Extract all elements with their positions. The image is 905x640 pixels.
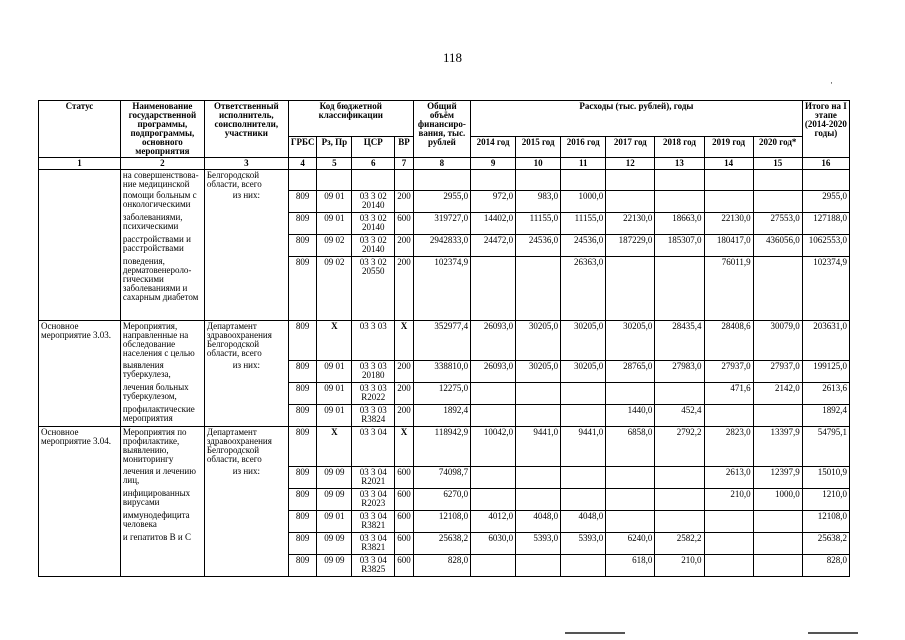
year-cell xyxy=(655,256,704,320)
rzpr-cell: X xyxy=(317,320,352,360)
col-number: 5 xyxy=(317,158,352,170)
col-number: 15 xyxy=(753,158,802,170)
table-row xyxy=(39,170,850,191)
year-cell: 2613,0 xyxy=(704,466,753,488)
total-cell: 352977,4 xyxy=(413,320,470,360)
vr-cell: 200 xyxy=(395,404,413,426)
responsible-cell: Департамент здравоохранения Белгородской области, всего xyxy=(204,320,288,360)
year-cell: 27937,0 xyxy=(704,360,753,382)
stage-total-cell: 1062553,0 xyxy=(802,234,849,256)
year-cell xyxy=(753,532,802,554)
year-cell xyxy=(516,382,561,404)
csr-cell: 03 3 03 20180 xyxy=(352,360,395,382)
rzpr-cell: 09 01 xyxy=(317,382,352,404)
col-vr-header: ВР xyxy=(395,137,413,158)
page-number: 118 xyxy=(442,50,463,65)
scan-artifact xyxy=(808,632,858,634)
year-cell xyxy=(606,466,655,488)
rzpr-cell: 09 02 xyxy=(317,234,352,256)
table-row xyxy=(39,256,850,320)
total-cell: 12275,0 xyxy=(413,382,470,404)
scan-artifact xyxy=(565,632,625,634)
grbs-cell: 809 xyxy=(288,510,317,532)
grbs-cell: 809 xyxy=(288,320,317,360)
year-cell xyxy=(471,554,516,576)
rzpr-cell: 09 09 xyxy=(317,554,352,576)
col-number: 4 xyxy=(288,158,317,170)
rzpr-cell: 09 01 xyxy=(317,404,352,426)
year-cell: 26093,0 xyxy=(471,360,516,382)
year-cell: 180417,0 xyxy=(704,234,753,256)
year-cell xyxy=(655,510,704,532)
table-row xyxy=(39,212,850,234)
year-cell: 6030,0 xyxy=(471,532,516,554)
col-number: 11 xyxy=(561,158,606,170)
responsible-cell: из них: xyxy=(204,360,288,382)
year-cell xyxy=(561,488,606,510)
year-cell: 452,4 xyxy=(655,404,704,426)
year-cell: 28435,4 xyxy=(655,320,704,360)
year-cell xyxy=(704,190,753,212)
year-cell: 1440,0 xyxy=(606,404,655,426)
stage-total-cell: 54795,1 xyxy=(802,426,849,466)
total-cell: 74098,7 xyxy=(413,466,470,488)
responsible-cell: Департамент здравоохранения Белгородской области, всего xyxy=(204,426,288,466)
year-cell: 30205,0 xyxy=(561,320,606,360)
year-cell xyxy=(471,256,516,320)
year-cell xyxy=(471,466,516,488)
year-cell xyxy=(655,190,704,212)
total-cell: 118942,9 xyxy=(413,426,470,466)
grbs-cell: 809 xyxy=(288,426,317,466)
name-cell: выявления туберкулеза, xyxy=(120,360,204,382)
col-number: 6 xyxy=(352,158,395,170)
year-cell: 24536,0 xyxy=(516,234,561,256)
grbs-cell: 809 xyxy=(288,256,317,320)
year-cell: 22130,0 xyxy=(704,212,753,234)
name-cell: заболеваниями, психическими xyxy=(120,212,204,234)
col-status-header: Статус xyxy=(39,101,121,158)
name-cell: Мероприятия по профилактике, выявлению, мониторингу xyxy=(120,426,204,466)
year-cell: 18663,0 xyxy=(655,212,704,234)
year-cell: 11155,0 xyxy=(516,212,561,234)
total-cell: 1892,4 xyxy=(413,404,470,426)
year-cell xyxy=(655,466,704,488)
table-row xyxy=(39,404,850,426)
csr-cell: 03 3 04 R2021 xyxy=(352,466,395,488)
year-cell xyxy=(753,554,802,576)
name-cell: лечения больных туберкулезом, xyxy=(120,382,204,404)
csr-cell: 03 3 03 R3824 xyxy=(352,404,395,426)
col-rzpr-header: Рз, Пр xyxy=(317,137,352,158)
vr-cell: 600 xyxy=(395,212,413,234)
csr-cell: 03 3 02 20140 xyxy=(352,190,395,212)
year-cell: 24472,0 xyxy=(471,234,516,256)
year-cell: 471,6 xyxy=(704,382,753,404)
rzpr-cell: 09 09 xyxy=(317,488,352,510)
grbs-cell: 809 xyxy=(288,212,317,234)
grbs-cell: 809 xyxy=(288,190,317,212)
total-cell: 2942833,0 xyxy=(413,234,470,256)
responsible-cell: Белгородской области, всего xyxy=(204,170,288,191)
year-cell: 76011,9 xyxy=(704,256,753,320)
table-row xyxy=(39,510,850,532)
col-2017-header: 2017 год xyxy=(606,137,655,158)
year-cell: 9441,0 xyxy=(516,426,561,466)
year-cell xyxy=(471,404,516,426)
year-cell xyxy=(516,466,561,488)
col-number: 7 xyxy=(395,158,413,170)
col-number: 9 xyxy=(471,158,516,170)
year-cell xyxy=(704,532,753,554)
year-cell: 4012,0 xyxy=(471,510,516,532)
name-cell: на совершенствова-ние медицинской xyxy=(120,170,204,191)
csr-cell: 03 3 04 R3821 xyxy=(352,532,395,554)
total-cell: 828,0 xyxy=(413,554,470,576)
name-cell: лечения и лечению лиц, xyxy=(120,466,204,488)
col-number: 14 xyxy=(704,158,753,170)
stage-total-cell: 15010,9 xyxy=(802,466,849,488)
total-cell: 338810,0 xyxy=(413,360,470,382)
name-cell: иммунодефицита человека xyxy=(120,510,204,532)
year-cell: 4048,0 xyxy=(516,510,561,532)
col-2018-header: 2018 год xyxy=(655,137,704,158)
year-cell xyxy=(655,382,704,404)
name-cell: поведения, дерматовенероло-гическими заболеваниями и сахарным диабетом xyxy=(120,256,204,320)
csr-cell: 03 3 04 R3821 xyxy=(352,510,395,532)
year-cell: 27937,0 xyxy=(753,360,802,382)
name-cell: расстройствами и расстройствами xyxy=(120,234,204,256)
total-cell: 25638,2 xyxy=(413,532,470,554)
grbs-cell: 809 xyxy=(288,234,317,256)
year-cell: 5393,0 xyxy=(516,532,561,554)
table-row xyxy=(39,466,850,488)
total-cell: 2955,0 xyxy=(413,190,470,212)
vr-cell: 600 xyxy=(395,488,413,510)
year-cell: 12397,9 xyxy=(753,466,802,488)
year-cell xyxy=(561,466,606,488)
scan-dot: · xyxy=(830,78,833,88)
year-cell: 9441,0 xyxy=(561,426,606,466)
year-cell: 972,0 xyxy=(471,190,516,212)
grbs-cell: 809 xyxy=(288,488,317,510)
vr-cell: 600 xyxy=(395,510,413,532)
grbs-cell: 809 xyxy=(288,382,317,404)
year-cell: 30205,0 xyxy=(561,360,606,382)
status-cell: Основное мероприятие 3.03. xyxy=(39,320,121,426)
vr-cell: X xyxy=(395,320,413,360)
year-cell: 27553,0 xyxy=(753,212,802,234)
rzpr-cell: 09 09 xyxy=(317,532,352,554)
stage-total-cell: 12108,0 xyxy=(802,510,849,532)
year-cell xyxy=(655,488,704,510)
year-cell xyxy=(561,382,606,404)
vr-cell: 600 xyxy=(395,554,413,576)
col-number: 16 xyxy=(802,158,849,170)
table-row xyxy=(39,320,850,360)
table-row xyxy=(39,190,850,212)
col-grbs-header: ГРБС xyxy=(288,137,317,158)
year-cell: 30205,0 xyxy=(516,320,561,360)
csr-cell: 03 3 02 20140 xyxy=(352,212,395,234)
csr-cell: 03 3 03 R2022 xyxy=(352,382,395,404)
year-cell xyxy=(753,404,802,426)
year-cell: 618,0 xyxy=(606,554,655,576)
grbs-cell: 809 xyxy=(288,404,317,426)
col-number: 1 xyxy=(39,158,121,170)
col-number: 8 xyxy=(413,158,470,170)
year-cell: 26363,0 xyxy=(561,256,606,320)
vr-cell: 600 xyxy=(395,466,413,488)
year-cell xyxy=(753,510,802,532)
year-cell: 22130,0 xyxy=(606,212,655,234)
status-cell: Основное мероприятие 3.04. xyxy=(39,426,121,576)
year-cell: 187229,0 xyxy=(606,234,655,256)
year-cell xyxy=(516,488,561,510)
grbs-cell: 809 xyxy=(288,554,317,576)
csr-cell: 03 3 04 R3825 xyxy=(352,554,395,576)
year-cell: 1000,0 xyxy=(561,190,606,212)
stage-total-cell: 127188,0 xyxy=(802,212,849,234)
table-row xyxy=(39,360,850,382)
year-cell: 5393,0 xyxy=(561,532,606,554)
total-cell: 319727,0 xyxy=(413,212,470,234)
status-cell xyxy=(39,170,121,321)
csr-cell: 03 3 04 R2023 xyxy=(352,488,395,510)
year-cell: 10042,0 xyxy=(471,426,516,466)
year-cell: 24536,0 xyxy=(561,234,606,256)
year-cell: 983,0 xyxy=(516,190,561,212)
stage-total-cell: 199125,0 xyxy=(802,360,849,382)
year-cell: 14402,0 xyxy=(471,212,516,234)
responsible-cell: из них: xyxy=(204,466,288,488)
col-number: 12 xyxy=(606,158,655,170)
rzpr-cell: 09 01 xyxy=(317,510,352,532)
stage-total-cell: 25638,2 xyxy=(802,532,849,554)
col-2016-header: 2016 год xyxy=(561,137,606,158)
table-row xyxy=(39,554,850,576)
stage-total-cell: 203631,0 xyxy=(802,320,849,360)
vr-cell: 200 xyxy=(395,234,413,256)
vr-cell: 200 xyxy=(395,360,413,382)
year-cell: 2823,0 xyxy=(704,426,753,466)
vr-cell: X xyxy=(395,426,413,466)
col-csr-header: ЦСР xyxy=(352,137,395,158)
col-name-header: Наименование государственной программы, подпрограммы, основного мероприятия xyxy=(120,101,204,158)
table-row xyxy=(39,234,850,256)
year-cell: 210,0 xyxy=(704,488,753,510)
vr-cell: 200 xyxy=(395,256,413,320)
year-cell: 27983,0 xyxy=(655,360,704,382)
csr-cell: 03 3 02 20140 xyxy=(352,234,395,256)
csr-cell: 03 3 03 xyxy=(352,320,395,360)
year-cell xyxy=(753,190,802,212)
stage-total-cell: 102374,9 xyxy=(802,256,849,320)
year-cell xyxy=(704,404,753,426)
year-cell: 436056,0 xyxy=(753,234,802,256)
year-cell xyxy=(561,554,606,576)
responsible-cell: из них: xyxy=(204,190,288,212)
col-number: 13 xyxy=(655,158,704,170)
budget-table xyxy=(38,100,850,577)
stage-total-cell: 2613,6 xyxy=(802,382,849,404)
year-cell xyxy=(606,256,655,320)
col-2020-header: 2020 год* xyxy=(753,137,802,158)
col-expenses-header: Расходы (тыс. рублей), годы xyxy=(471,101,803,137)
rzpr-cell: 09 01 xyxy=(317,212,352,234)
rzpr-cell: 09 01 xyxy=(317,360,352,382)
col-total-header: Общий объём финансиро-вания, тыс. рублей xyxy=(413,101,470,158)
stage-total-cell: 1892,4 xyxy=(802,404,849,426)
year-cell xyxy=(704,510,753,532)
name-cell: Мероприятия, направленные на обследование населения с целью xyxy=(120,320,204,360)
col-number: 2 xyxy=(120,158,204,170)
total-cell: 12108,0 xyxy=(413,510,470,532)
name-cell: и гепатитов В и С xyxy=(120,532,204,554)
rzpr-cell: 09 02 xyxy=(317,256,352,320)
year-cell xyxy=(471,488,516,510)
table-row xyxy=(39,382,850,404)
year-cell: 30205,0 xyxy=(606,320,655,360)
year-cell xyxy=(606,382,655,404)
csr-cell: 03 3 02 20550 xyxy=(352,256,395,320)
table-row xyxy=(39,426,850,466)
year-cell: 28765,0 xyxy=(606,360,655,382)
name-cell: помощи больным с онкологическими xyxy=(120,190,204,212)
header-row-1 xyxy=(39,101,850,137)
col-responsible-header: Ответственный исполнитель, соисполнители, участники xyxy=(204,101,288,158)
col-number: 3 xyxy=(204,158,288,170)
stage-total-cell: 2955,0 xyxy=(802,190,849,212)
year-cell: 185307,0 xyxy=(655,234,704,256)
vr-cell: 200 xyxy=(395,190,413,212)
year-cell: 13397,9 xyxy=(753,426,802,466)
stage-total-cell: 828,0 xyxy=(802,554,849,576)
year-cell: 6240,0 xyxy=(606,532,655,554)
year-cell: 30079,0 xyxy=(753,320,802,360)
year-cell xyxy=(606,488,655,510)
vr-cell: 200 xyxy=(395,382,413,404)
year-cell: 28408,6 xyxy=(704,320,753,360)
year-cell xyxy=(753,256,802,320)
name-cell: инфицированных вирусами xyxy=(120,488,204,510)
col-2019-header: 2019 год xyxy=(704,137,753,158)
year-cell xyxy=(704,554,753,576)
grbs-cell: 809 xyxy=(288,360,317,382)
year-cell xyxy=(471,382,516,404)
year-cell: 210,0 xyxy=(655,554,704,576)
col-number: 10 xyxy=(516,158,561,170)
rzpr-cell: X xyxy=(317,426,352,466)
col-budget-code-header: Код бюджетной классификации xyxy=(288,101,413,137)
total-cell: 6270,0 xyxy=(413,488,470,510)
name-cell: профилактические мероприятия xyxy=(120,404,204,426)
year-cell: 2792,2 xyxy=(655,426,704,466)
rzpr-cell: 09 01 xyxy=(317,190,352,212)
year-cell: 11155,0 xyxy=(561,212,606,234)
year-cell xyxy=(606,510,655,532)
year-cell xyxy=(606,190,655,212)
year-cell xyxy=(516,256,561,320)
year-cell xyxy=(516,404,561,426)
total-cell: 102374,9 xyxy=(413,256,470,320)
col-2014-header: 2014 год xyxy=(471,137,516,158)
year-cell xyxy=(561,404,606,426)
grbs-cell: 809 xyxy=(288,466,317,488)
vr-cell: 600 xyxy=(395,532,413,554)
col-2015-header: 2015 год xyxy=(516,137,561,158)
rzpr-cell: 09 09 xyxy=(317,466,352,488)
year-cell: 2142,0 xyxy=(753,382,802,404)
year-cell: 6858,0 xyxy=(606,426,655,466)
year-cell: 26093,0 xyxy=(471,320,516,360)
table-row xyxy=(39,488,850,510)
csr-cell: 03 3 04 xyxy=(352,426,395,466)
year-cell: 30205,0 xyxy=(516,360,561,382)
year-cell xyxy=(516,554,561,576)
column-number-row xyxy=(39,158,850,170)
year-cell: 2582,2 xyxy=(655,532,704,554)
grbs-cell: 809 xyxy=(288,532,317,554)
year-cell: 1000,0 xyxy=(753,488,802,510)
name-cell xyxy=(120,554,204,576)
table-row xyxy=(39,532,850,554)
year-cell: 4048,0 xyxy=(561,510,606,532)
stage-total-cell: 1210,0 xyxy=(802,488,849,510)
col-stage-total-header: Итого на I этапе (2014-2020 годы) xyxy=(802,101,849,158)
